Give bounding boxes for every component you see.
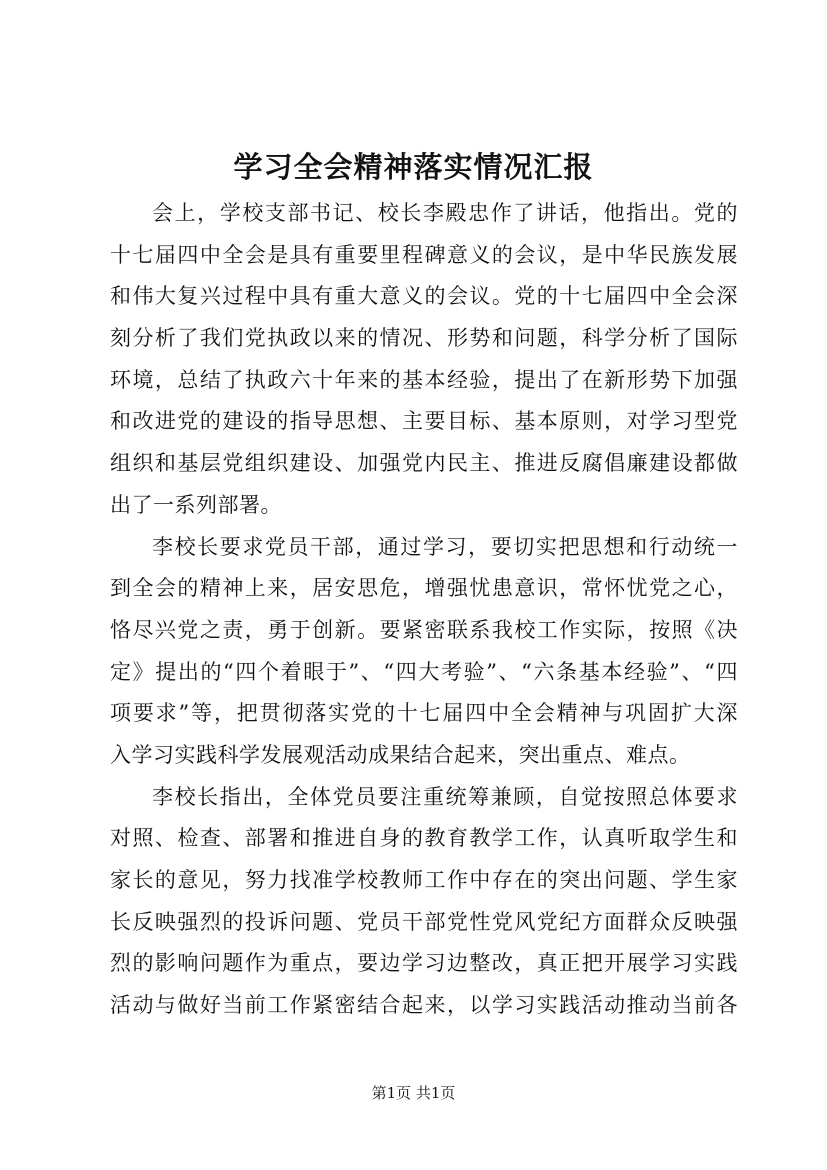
paragraph-3-line-2: 对照、检查、部署和推进自身的教育教学工作，认真听取学生和: [110, 826, 738, 851]
page-footer: 第1页 共1页: [371, 1084, 456, 1102]
paragraph-2-line-1: 李校长要求党员干部，通过学习，要切实把思想和行动统一: [152, 534, 738, 559]
paragraph-3-line-3: 家长的意见，努力找准学校教师工作中存在的突出问题、学生家: [110, 868, 738, 892]
paragraph-2-line-6: 入学习实践科学发展观活动成果结合起来，突出重点、难点。: [110, 742, 691, 767]
paragraph-2-line-3: 恪尽兴党之责，勇于创新。要紧密联系我校工作实际，按照《决: [110, 617, 738, 642]
paragraph-3-line-6: 活动与做好当前工作紧密结合起来，以学习实践活动推动当前各: [110, 993, 738, 1018]
paragraph-1-line-8: 出了一系列部署。: [110, 492, 282, 517]
document-body: [110, 193, 738, 1027]
paragraph-3-line-5: 烈的影响问题作为重点，要边学习边整改，真正把开展学习实践: [110, 951, 738, 976]
paragraph-2-line-2: 到全会的精神上来，居安思危，增强忧患意识，常怀忧党之心，: [110, 576, 738, 601]
paragraph-1-line-5: 环境，总结了执政六十年来的基本经验，提出了在新形势下加强: [110, 367, 738, 392]
paragraph-1-line-2: 十七届四中全会是具有重要里程碑意义的会议，是中华民族发展: [110, 242, 738, 267]
paragraph-3-line-4: 长反映强烈的投诉问题、党员干部党性党风党纪方面群众反映强: [110, 909, 738, 934]
paragraph-1-line-6: 和改进党的建设的指导思想、主要目标、基本原则，对学习型党: [110, 409, 738, 434]
paragraph-1-line-1: 会上，学校支部书记、校长李殿忠作了讲话，他指出。党的: [152, 201, 738, 225]
paragraph-1-line-3: 和伟大复兴过程中具有重大意义的会议。党的十七届四中全会深: [110, 284, 738, 309]
paragraph-2-line-5: 项要求”等，把贯彻落实党的十七届四中全会精神与巩固扩大深: [110, 701, 738, 726]
paragraph-1-line-4: 刻分析了我们党执政以来的情况、形势和问题，科学分析了国际: [110, 326, 738, 351]
document-title: 学习全会精神落实情况汇报: [233, 150, 594, 184]
paragraph-3-line-1: 李校长指出，全体党员要注重统筹兼顾，自觉按照总体要求: [152, 784, 738, 809]
paragraph-1-line-7: 组织和基层党组织建设、加强党内民主、推进反腐倡廉建设都做: [110, 451, 738, 476]
paragraph-2-line-4: 定》提出的“四个着眼于”、“四大考验”、“六条基本经验”、“四: [110, 659, 738, 684]
